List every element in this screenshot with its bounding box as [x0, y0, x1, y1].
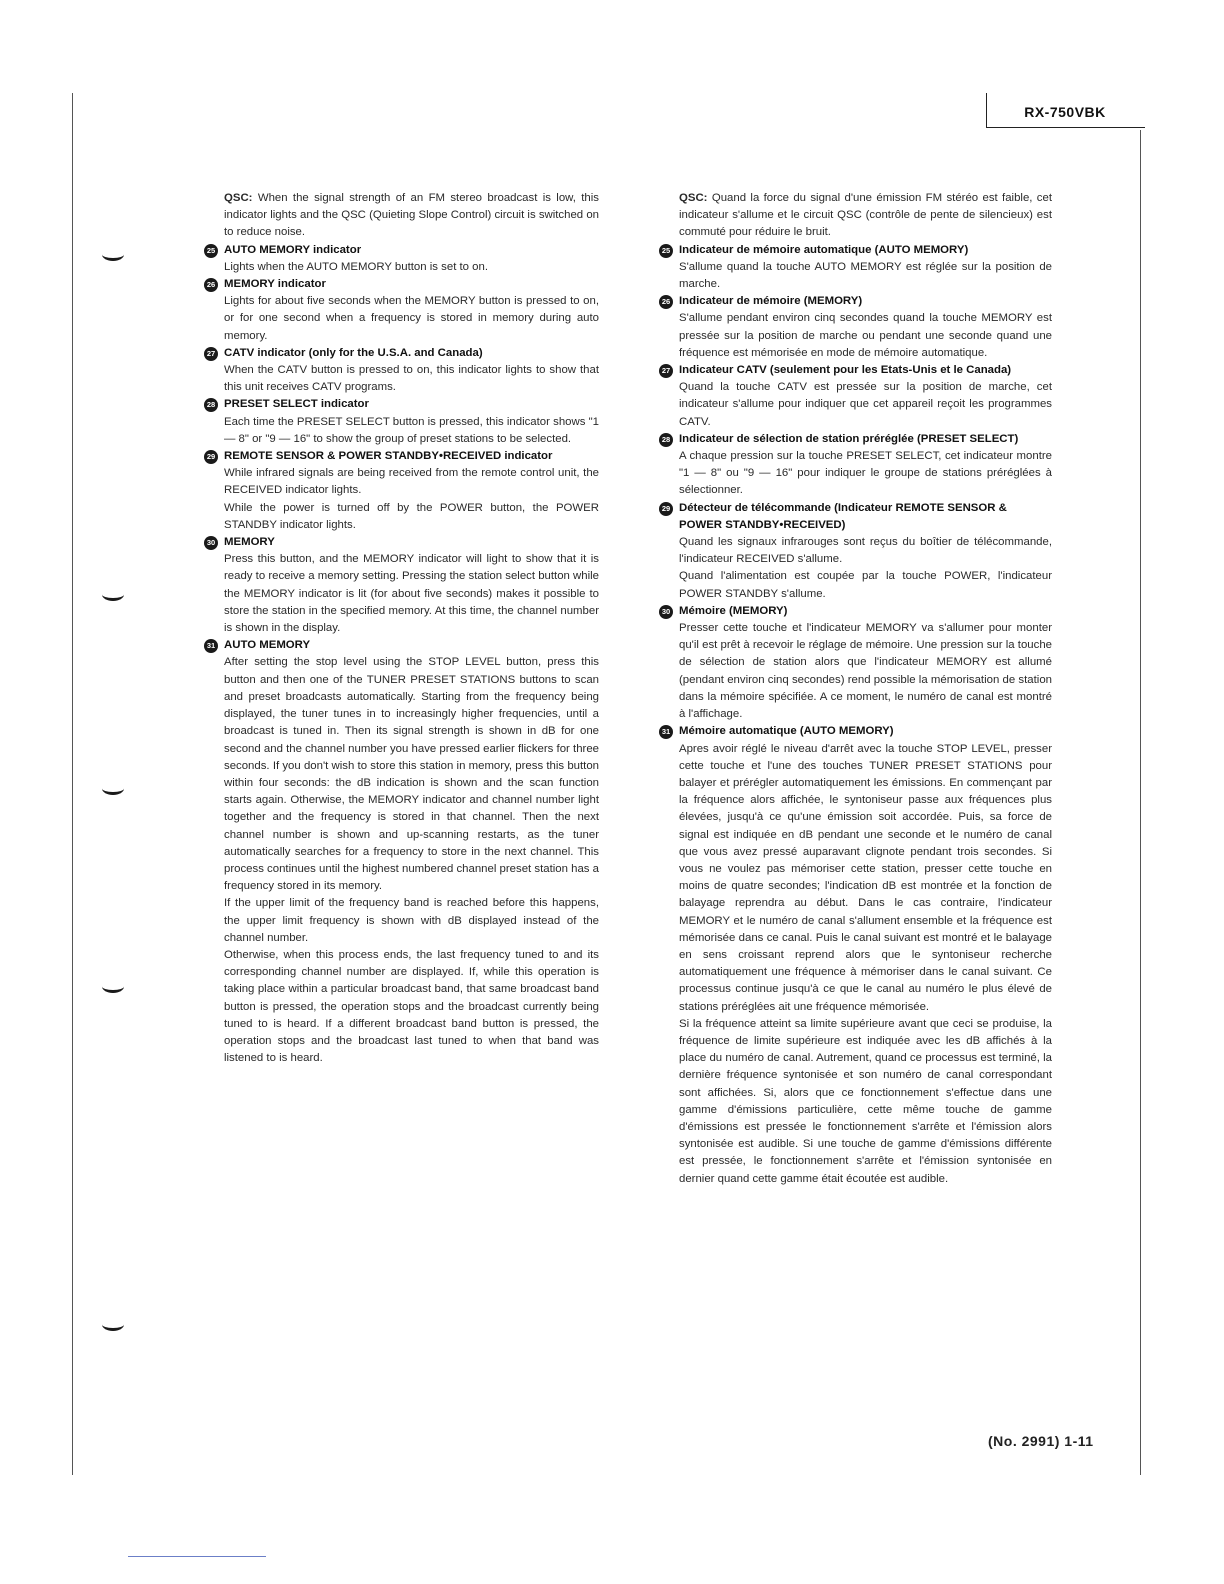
- qsc-paragraph: [679, 190, 1052, 242]
- item-number-badge: 31: [204, 639, 218, 653]
- item-title: Indicateur de sélection de station préréglée (PRESET SELECT): [679, 432, 1019, 445]
- item-title: Mémoire automatique (AUTO MEMORY): [679, 725, 894, 738]
- page-number: (No. 2991) 1-11: [988, 1433, 1094, 1449]
- item-paragraph: Lights when the AUTO MEMORY button is set to on.: [224, 260, 489, 273]
- item-heading: [204, 448, 599, 465]
- item-number-badge: 31: [659, 725, 673, 739]
- item-paragraph: A chaque pression sur la touche PRESET SELECT, cet indicateur montre "1 — 8" ou "9 — 16" pour indiquer le groupe de stations préréglées à sélectionner.: [679, 450, 1052, 497]
- item-entry: [659, 500, 1052, 603]
- item-paragraph: Si la fréquence atteint sa limite supérieure avant que ceci se produise, la fréquence de limite supérieure est indiquée avec les dB affichés à la place du numéro de canal. Autrement, quand ce processus est terminé, la dernière fréquence syntonisée et son numéro de canal correspondant sont affichées. Si, alors que ce fonctionnement s'effectue dans une gamme d'émissions particulière, cette même touche de gamme d'émissions est pressée le fonctionnement s'arrête et l'émission alors syntonisée est audible. Si une touche de gamme d'émissions différente est pressée, le fonctionnement s'arrête et l'émission syntonisée en dernier quand cette gamme était écoutée est audible.: [679, 1017, 1052, 1185]
- item-entry: [659, 431, 1052, 500]
- item-heading: [659, 500, 1052, 534]
- item-title: PRESET SELECT indicator: [224, 398, 369, 411]
- item-number-badge: 28: [204, 398, 218, 412]
- model-number: RX-750VBK: [1024, 104, 1106, 120]
- item-title: MEMORY: [224, 536, 275, 549]
- english-column: [204, 190, 599, 1067]
- item-entry: [204, 276, 599, 345]
- item-heading: [204, 345, 599, 362]
- item-entry: [659, 723, 1052, 1187]
- item-title: Indicateur de mémoire automatique (AUTO MEMORY): [679, 243, 969, 256]
- item-number-badge: 30: [659, 605, 673, 619]
- item-paragraph: Lights for about five seconds when the MEMORY button is pressed to on, or for one second when a frequency is stored in memory during auto memory.: [224, 295, 599, 342]
- item-entry: [204, 242, 599, 276]
- qsc-label: QSC:: [224, 192, 253, 204]
- qsc-text: When the signal strength of an FM stereo broadcast is low, this indicator lights and the QSC (Quieting Slope Control) circuit is switched on to reduce noise.: [224, 192, 599, 239]
- item-title: Indicateur de mémoire (MEMORY): [679, 295, 863, 308]
- item-paragraph: If the upper limit of the frequency band is reached before this happens, the upper limit frequency is shown with dB displayed instead of the channel number.: [224, 897, 599, 944]
- item-entry: [204, 448, 599, 534]
- stray-line: [128, 1556, 266, 1557]
- item-list: [204, 242, 599, 1068]
- binder-hole-mark: [102, 1318, 124, 1331]
- item-heading: [659, 723, 1052, 740]
- item-heading: [204, 276, 599, 293]
- item-number-badge: 26: [659, 295, 673, 309]
- item-paragraph: While infrared signals are being received from the remote control unit, the RECEIVED indicator lights.: [224, 467, 599, 497]
- item-paragraph: S'allume pendant environ cinq secondes quand la touche MEMORY est pressée sur la position de marche ou pendant une seconde quand une fréquence est mémorisée en mode de mémoire automatique.: [679, 312, 1052, 359]
- item-number-badge: 25: [204, 244, 218, 258]
- item-number-badge: 29: [204, 450, 218, 464]
- item-number-badge: 28: [659, 433, 673, 447]
- item-entry: [204, 345, 599, 397]
- qsc-label: QSC:: [679, 192, 708, 204]
- item-title: CATV indicator (only for the U.S.A. and Canada): [224, 346, 483, 359]
- item-entry: [659, 293, 1052, 362]
- item-entry: [204, 637, 599, 1067]
- item-heading: [204, 242, 599, 259]
- page-border-left: [72, 93, 73, 1475]
- item-heading: [659, 431, 1052, 448]
- item-title: AUTO MEMORY indicator: [224, 243, 362, 256]
- item-paragraph: Quand les signaux infrarouges sont reçus du boîtier de télécommande, l'indicateur RECEIVED s'allume.: [679, 536, 1052, 566]
- binder-hole-mark: [102, 248, 124, 261]
- item-heading: [659, 603, 1052, 620]
- item-paragraph: S'allume quand la touche AUTO MEMORY est réglée sur la position de marche.: [679, 260, 1052, 291]
- item-number-badge: 27: [659, 364, 673, 378]
- item-paragraph: After setting the stop level using the STOP LEVEL button, press this button and then one of the TUNER PRESET STATIONS buttons to scan and preset broadcasts automatically. Starting from the frequency being displayed, the tuner tunes in to increasingly higher frequencies, until a broadcast is tuned in. Then its signal strength is shown in dB for one second and the channel number you have pressed earlier flickers for three seconds. If you don't wish to store this station in memory, press this button within four seconds: the dB indication is shown and the scan function starts again. Otherwise, the MEMORY indicator and channel number light together and the frequency is stored in that channel. Then the next channel number is shown and up-scanning restarts, as the tuner automatically searches for a frequency to store in the next channel. This process continues until the highest numbered channel preset station has a frequency stored in its memory.: [224, 656, 599, 893]
- item-entry: [204, 534, 599, 637]
- item-heading: [204, 637, 599, 654]
- item-heading: [659, 293, 1052, 310]
- item-title: Indicateur CATV (seulement pour les Etats-Unis et le Canada): [679, 364, 1012, 377]
- item-number-badge: 25: [659, 244, 673, 258]
- item-entry: [659, 362, 1052, 431]
- item-heading: [659, 362, 1052, 379]
- item-heading: [204, 534, 599, 551]
- qsc-text: Quand la force du signal d'une émission FM stéréo est faible, cet indicateur s'allume et le circuit QSC (contrôle de pente de silencieux) est commuté pour réduire le bruit.: [679, 192, 1053, 239]
- page-border-right: [1140, 130, 1141, 1475]
- item-entry: [204, 396, 599, 448]
- item-number-badge: 27: [204, 347, 218, 361]
- french-column: [659, 190, 1052, 1188]
- item-entry: [659, 603, 1052, 723]
- item-paragraph: Press this button, and the MEMORY indicator will light to show that it is ready to receive a memory setting. Pressing the station select button while the MEMORY indicator is lit (for about five seconds) makes it possible to store the station in the specified memory. At this time, the channel number is shown in the display.: [224, 553, 599, 635]
- binder-hole-mark: [102, 782, 124, 795]
- item-heading: [659, 242, 1052, 259]
- item-paragraph: Apres avoir réglé le niveau d'arrêt avec la touche STOP LEVEL, presser cette touche et l'une des touches TUNER PRESET STATIONS pour balayer et prérégler automatiquement les émissions. En commençant par la fréquence alors affichée, le syntoniseur passe aux fréquences plus élevées, jusqu'à ce qu'une émission soit accordée. Puis, sa force de signal est indiquée en dB pendant une seconde et le numéro de canal que vous avez pressé auparavant clignote pendant trois secondes. Si vous ne voulez pas mémoriser cette station, presser cette touche en moins de quatre secondes; l'indication dB est montrée et la fonction de balayage reprendra au début. Dans le cas contraire, l'indicateur MEMORY et le numéro de canal s'allument ensemble et la fréquence est mémorisée dans ce canal. Puis le canal suivant est montré et le balayage en sens croissant reprend alors que le syntoniseur recherche automatiquement une fréquence à mémoriser dans le canal suivant. Ce processus continue jusqu'à ce que le canal au numéro le plus élevé de stations préréglées ait une fréquence mémorisée.: [679, 742, 1052, 1013]
- binder-hole-mark: [102, 980, 124, 993]
- item-title: REMOTE SENSOR & POWER STANDBY•RECEIVED indicator: [224, 450, 553, 463]
- item-paragraph: Quand la touche CATV est pressée sur la position de marche, cet indicateur s'allume pour indiquer que cet appareil reçoit les programmes CATV.: [679, 381, 1052, 428]
- item-number-badge: 26: [204, 278, 218, 292]
- item-paragraph: Presser cette touche et l'indicateur MEMORY va s'allumer pour monter qu'il est prêt à recevoir le réglage de mémoire. Une pression sur la touche de sélection de station alors que l'indicateur MEMORY est allumé (pendant environ cinq secondes) rend possible la mémorisation de station dans la mémoire spécifiée. A ce moment, le numéro de canal est montré à l'affichage.: [679, 622, 1052, 721]
- item-number-badge: 29: [659, 502, 673, 516]
- item-title: Détecteur de télécommande (Indicateur REMOTE SENSOR & POWER STANDBY•RECEIVED): [679, 501, 1007, 531]
- binder-hole-mark: [102, 588, 124, 601]
- item-title: Mémoire (MEMORY): [679, 604, 788, 617]
- item-paragraph: Quand l'alimentation est coupée par la touche POWER, l'indicateur POWER STANDBY s'allume.: [679, 570, 1052, 600]
- qsc-paragraph: [224, 190, 599, 242]
- item-number-badge: 30: [204, 536, 218, 550]
- item-title: MEMORY indicator: [224, 278, 326, 291]
- item-paragraph: While the power is turned off by the POWER button, the POWER STANDBY indicator lights.: [224, 501, 599, 531]
- item-heading: [204, 396, 599, 413]
- item-paragraph: Each time the PRESET SELECT button is pressed, this indicator shows "1 — 8" or "9 — 16" to show the group of preset stations to be selected.: [224, 415, 599, 445]
- item-list: [659, 242, 1052, 1188]
- item-title: AUTO MEMORY: [224, 639, 311, 652]
- item-paragraph: Otherwise, when this process ends, the last frequency tuned to and its corresponding channel number are displayed. If, while this operation is taking place within a particular broadcast band, that same broadcast band button is pressed, the operation stops and the broadcast currently being tuned to is heard. If a different broadcast band button is pressed, the operation stops and the broadcast last tuned to when that band was listened to is heard.: [224, 948, 599, 1065]
- item-paragraph: When the CATV button is pressed to on, this indicator lights to show that this unit receives CATV programs.: [224, 364, 599, 394]
- item-entry: [659, 242, 1052, 294]
